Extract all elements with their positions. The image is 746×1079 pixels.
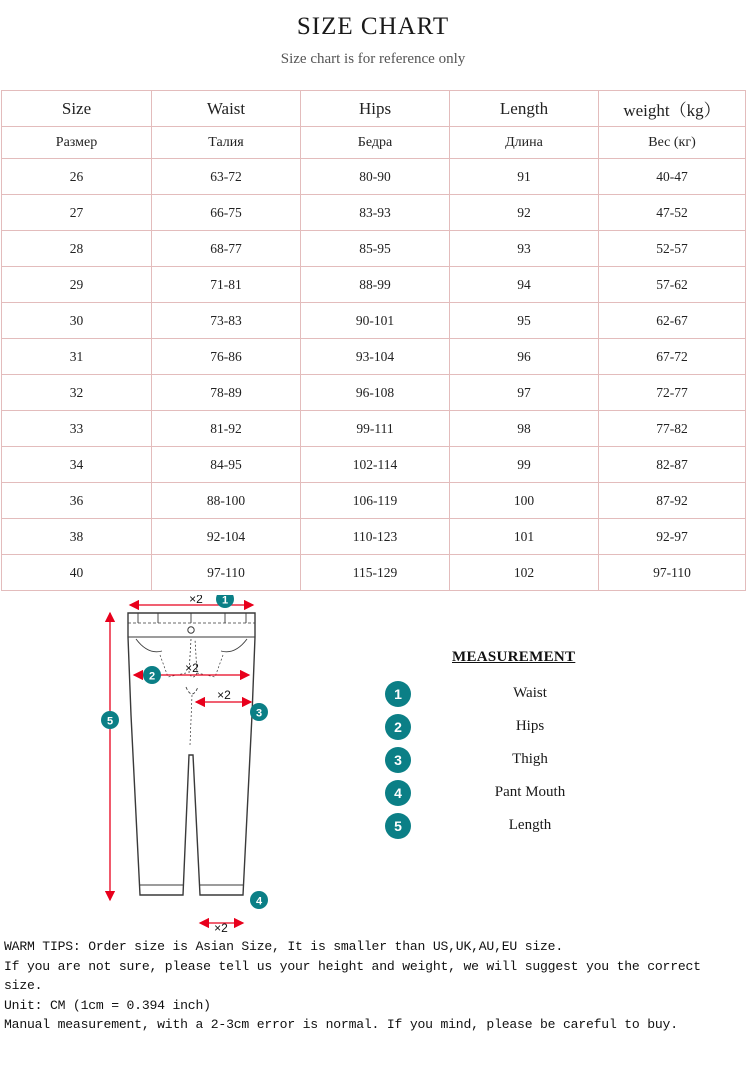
- legend-label-pant-mouth: Pant Mouth: [494, 784, 566, 800]
- legend-badge-1: 1: [385, 681, 411, 707]
- tips-line-1: WARM TIPS: Order size is Asian Size, It is smaller than US,UK,AU,EU size.: [4, 939, 563, 954]
- cell-size: 33: [2, 411, 152, 447]
- warm-tips: [4, 937, 744, 1035]
- legend-badge-3: 3: [385, 747, 411, 773]
- table-row: [2, 483, 746, 519]
- legend-badge-2: 2: [385, 714, 411, 740]
- table-row: [2, 411, 746, 447]
- cell-waist: 66-75: [152, 195, 301, 231]
- column-header-hips: Hips: [301, 91, 450, 127]
- legend-label-waist: Waist: [513, 685, 547, 701]
- cell-hips: 85-95: [301, 231, 450, 267]
- legend-item-hips: [385, 710, 675, 743]
- cell-size: 34: [2, 447, 152, 483]
- table-row: [2, 375, 746, 411]
- table-row: [2, 231, 746, 267]
- cell-size: 32: [2, 375, 152, 411]
- cell-weight: 92-97: [599, 519, 746, 555]
- cell-size: 26: [2, 159, 152, 195]
- svg-text:×2: ×2: [214, 921, 228, 935]
- svg-text:4: 4: [255, 895, 263, 908]
- cell-length: 94: [450, 267, 599, 303]
- cell-weight: 57-62: [599, 267, 746, 303]
- svg-text:×2: ×2: [217, 688, 231, 702]
- cell-length: 97: [450, 375, 599, 411]
- cell-length: 95: [450, 303, 599, 339]
- cell-length: 101: [450, 519, 599, 555]
- legend-item-waist: [385, 677, 675, 710]
- tips-line-3: size.: [4, 978, 43, 993]
- size-table: [1, 90, 746, 591]
- column-header-waist-ru: Талия: [152, 127, 301, 159]
- cell-hips: 80-90: [301, 159, 450, 195]
- cell-size: 40: [2, 555, 152, 591]
- column-header-weight-ru: Вес (кг): [599, 127, 746, 159]
- column-header-length-ru: Длина: [450, 127, 599, 159]
- tips-line-5: Manual measurement, with a 2-3cm error is normal. If you mind, please be careful to buy.: [4, 1017, 678, 1032]
- table-row: [2, 195, 746, 231]
- cell-weight: 40-47: [599, 159, 746, 195]
- column-header-length: Length: [450, 91, 599, 127]
- cell-waist: 76-86: [152, 339, 301, 375]
- table-row: [2, 303, 746, 339]
- cell-length: 99: [450, 447, 599, 483]
- cell-size: 38: [2, 519, 152, 555]
- cell-length: 96: [450, 339, 599, 375]
- cell-hips: 106-119: [301, 483, 450, 519]
- cell-size: 28: [2, 231, 152, 267]
- table-header-row-en: [2, 91, 746, 127]
- cell-hips: 90-101: [301, 303, 450, 339]
- column-header-hips-ru: Бедра: [301, 127, 450, 159]
- column-header-waist: Waist: [152, 91, 301, 127]
- legend-label-thigh: Thigh: [512, 751, 548, 767]
- legend-badge-5: 5: [385, 813, 411, 839]
- cell-length: 91: [450, 159, 599, 195]
- table-row: [2, 267, 746, 303]
- cell-waist: 84-95: [152, 447, 301, 483]
- column-header-size: Size: [2, 91, 152, 127]
- svg-text:1: 1: [221, 595, 229, 607]
- cell-hips: 99-111: [301, 411, 450, 447]
- cell-weight: 72-77: [599, 375, 746, 411]
- cell-weight: 47-52: [599, 195, 746, 231]
- cell-weight: 97-110: [599, 555, 746, 591]
- tips-line-2: If you are not sure, please tell us your height and weight, we will suggest you the correct: [4, 958, 701, 974]
- svg-text:2: 2: [148, 670, 156, 683]
- tips-line-4: Unit: CM (1cm = 0.394 inch): [4, 997, 211, 1013]
- table-header-row-ru: [2, 127, 746, 159]
- legend-label-hips: Hips: [515, 718, 545, 734]
- cell-hips: 115-129: [301, 555, 450, 591]
- cell-hips: 83-93: [301, 195, 450, 231]
- svg-text:3: 3: [255, 707, 263, 720]
- measurement-diagram-area: [0, 595, 746, 935]
- cell-size: 30: [2, 303, 152, 339]
- table-row: [2, 519, 746, 555]
- cell-waist: 88-100: [152, 483, 301, 519]
- cell-hips: 102-114: [301, 447, 450, 483]
- table-row: [2, 555, 746, 591]
- cell-waist: 68-77: [152, 231, 301, 267]
- cell-weight: 52-57: [599, 231, 746, 267]
- column-header-size-ru: Размер: [2, 127, 152, 159]
- legend-item-thigh: [385, 743, 675, 776]
- cell-waist: 97-110: [152, 555, 301, 591]
- column-header-weight: weight（kg）: [599, 91, 746, 127]
- legend-badge-4: 4: [385, 780, 411, 806]
- svg-text:5: 5: [106, 715, 114, 728]
- cell-hips: 88-99: [301, 267, 450, 303]
- cell-waist: 78-89: [152, 375, 301, 411]
- cell-weight: 67-72: [599, 339, 746, 375]
- cell-weight: 87-92: [599, 483, 746, 519]
- cell-hips: 96-108: [301, 375, 450, 411]
- cell-waist: 92-104: [152, 519, 301, 555]
- cell-size: 27: [2, 195, 152, 231]
- cell-weight: 82-87: [599, 447, 746, 483]
- legend-label-length: Length: [508, 817, 552, 833]
- cell-weight: 62-67: [599, 303, 746, 339]
- legend-item-pant-mouth: [385, 776, 675, 809]
- cell-hips: 93-104: [301, 339, 450, 375]
- cell-size: 31: [2, 339, 152, 375]
- cell-waist: 81-92: [152, 411, 301, 447]
- cell-weight: 77-82: [599, 411, 746, 447]
- measurement-title: MEASUREMENT: [452, 649, 576, 665]
- svg-text:×2: ×2: [189, 595, 203, 606]
- table-row: [2, 339, 746, 375]
- table-row: [2, 447, 746, 483]
- cell-length: 102: [450, 555, 599, 591]
- cell-length: 93: [450, 231, 599, 267]
- cell-size: 29: [2, 267, 152, 303]
- cell-waist: 63-72: [152, 159, 301, 195]
- cell-length: 98: [450, 411, 599, 447]
- svg-text:×2: ×2: [185, 661, 199, 675]
- cell-waist: 73-83: [152, 303, 301, 339]
- cell-length: 100: [450, 483, 599, 519]
- measurement-legend: [385, 677, 675, 842]
- cell-hips: 110-123: [301, 519, 450, 555]
- table-row: [2, 159, 746, 195]
- cell-size: 36: [2, 483, 152, 519]
- cell-waist: 71-81: [152, 267, 301, 303]
- page-title: SIZE CHART: [296, 13, 450, 40]
- page-subtitle: Size chart is for reference only: [280, 51, 466, 67]
- legend-item-length: [385, 809, 675, 842]
- cell-length: 92: [450, 195, 599, 231]
